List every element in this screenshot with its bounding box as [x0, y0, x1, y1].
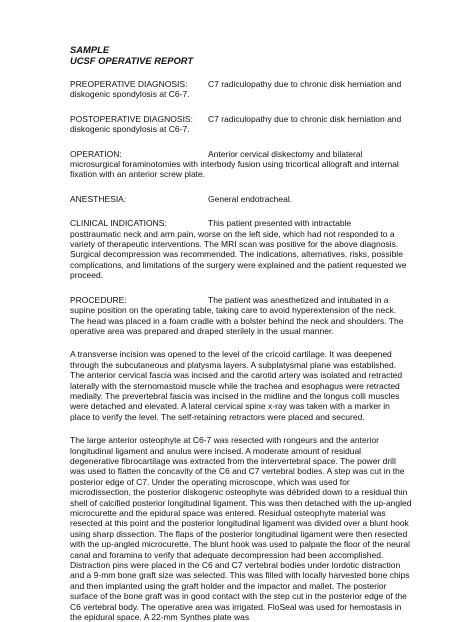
operation-continued: microsurgical foraminotomies with interbody fusion using tricortical allograft and internal fixation with an anterior screw plate. — [70, 159, 399, 180]
anesthesia-value: General endotracheal. — [208, 193, 293, 204]
operation-value: Anterior cervical diskectomy and bilateral — [208, 148, 363, 159]
postoperative-diagnosis-continued: diskogenic spondylosis at C6-7. — [70, 124, 190, 135]
operation-section — [70, 149, 412, 180]
preoperative-diagnosis-section — [70, 79, 412, 100]
clinical-indications-value: This patient presented with intractable — [208, 218, 352, 229]
clinical-indications-section — [70, 218, 412, 280]
incision-paragraph: A transverse incision was opened to the level of the cricoid cartilage. It was deepened through the subcutaneous and platysma layers. A subplatysmal plane was established. The anterior cervical fascia was incised and the carotid artery was isolated and retracted laterally with the sternomastoid muscle while the trachea and esophagus were retracted medially. The prevertebral fascia was incised in the midline and the longus colli muscles were detached and elevated. A lateral cervical spine x-ray was taken with a marker in place to verify the level. The self-retaining retractors were placed and secured. — [70, 349, 403, 422]
anesthesia-label: ANESTHESIA: — [70, 193, 127, 204]
report-title: UCSF OPERATIVE REPORT — [70, 55, 194, 66]
procedure-label: PROCEDURE: — [70, 294, 127, 305]
preoperative-diagnosis-label: PREOPERATIVE DIAGNOSIS: — [70, 79, 188, 89]
procedure-section — [70, 295, 412, 337]
preoperative-diagnosis-value: C7 radiculopathy due to chronic disk herniation and — [208, 79, 402, 89]
postoperative-diagnosis-section — [70, 114, 412, 135]
sample-label: SAMPLE — [70, 44, 110, 55]
postoperative-diagnosis-value: C7 radiculopathy due to chronic disk herniation and — [208, 113, 402, 124]
operation-label: OPERATION: — [70, 148, 122, 159]
clinical-indications-label: CLINICAL INDICATIONS: — [70, 218, 167, 229]
clinical-indications-continued: posttraumatic neck and arm pain, worse on the left side, which had not responded to a variety of therapeutic interventions. The MRI scan was positive for the above diagnosis. Surgical decompression was recommended. The indications, alternatives, risks, possible complications, and limitations of the surgery were explained and the patient requested we proceed. — [70, 228, 407, 281]
anesthesia-section — [70, 194, 412, 204]
postoperative-diagnosis-label: POSTOPERATIVE DIAGNOSIS: — [70, 113, 193, 124]
procedure-continued: supine position on the operating table, taking care to avoid hyperextension of the neck. The head was placed in a foam cradle with a bolster behind the neck and shoulders. The operative area was prepared and draped sterilely in the usual manner. — [70, 305, 404, 336]
osteophyte-paragraph: The large anterior osteophyte at C6-7 was resected with rongeurs and the anterior longitudinal ligament and anulus were incised. A moderate amount of residual degenerative fibrocartilage was extracted from the intervertebral space. The power drill was used to flatten the concavity of the C6 and C7 vertebral bodies. A step was cut in the posterior edge of C7. Under the operating microscope, which was used for microdissection, the posterior diskogenic osteophyte was débrided down to a residual thin shell of calcified posterior longitudinal ligament. This was then detached with the up-angled microcurette and the epidural space was entered. Residual osteophyte material was resected at this point and the posterior longitudinal ligament was divided over a blunt hook using sharp dissection. The flaps of the posterior longitudinal ligament were then resected with the up-angled microcurette. The blunt hook was used to palpate the floor of the neural canal and foramina to verify that adequate decompression had been accomplished. Distraction pins were placed in the C6 and C7 vertebral bodies under lordotic distraction and a 9-mm bone graft size was selected. This was filled with locally harvested bone chips and then implanted using the graft holder and the impactor and mallet. The posterior surface of the bone graft was in good contact with the step cut in the posterior edge of the C6 vertebral body. The operative area was irrigated. FloSeal was used for hemostasis in the epidural space. A 22-mm Synthes plate was — [70, 435, 412, 622]
preoperative-diagnosis-continued: diskogenic spondylosis at C6-7. — [70, 89, 190, 100]
procedure-value: The patient was anesthetized and intubated in a — [208, 294, 389, 305]
